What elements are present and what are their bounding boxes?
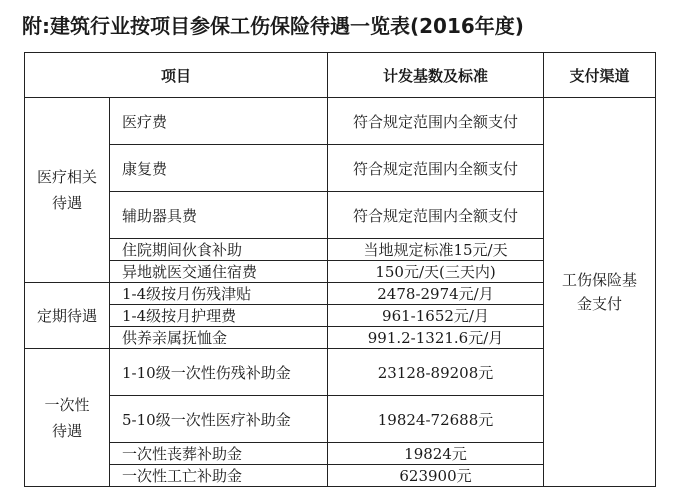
group-label: 待遇 — [51, 421, 82, 440]
row-standard: 符合规定范围内全额支付 — [328, 145, 544, 192]
row-item: 一次性工亡补助金 — [110, 465, 328, 487]
header-channel: 支付渠道 — [544, 53, 656, 98]
row-standard: 991.2-1321.6元/月 — [328, 327, 544, 349]
row-standard: 150元/天(三天内) — [328, 261, 544, 283]
header-standard: 计发基数及标准 — [328, 53, 544, 98]
row-item: 1-10级一次性伤残补助金 — [110, 349, 328, 396]
group-label: 一次性 — [44, 395, 90, 414]
group-periodic — [25, 283, 110, 349]
group-label: 待遇 — [51, 194, 82, 212]
group-label: 医疗相关 — [36, 168, 97, 186]
row-item: 1-4级按月伤残津贴 — [110, 283, 328, 305]
table-row — [25, 98, 656, 145]
row-standard: 符合规定范围内全额支付 — [328, 98, 544, 145]
row-item: 住院期间伙食补助 — [110, 239, 328, 261]
row-item: 供养亲属抚恤金 — [110, 327, 328, 349]
header-item: 项目 — [25, 53, 328, 98]
payment-channel — [544, 98, 656, 487]
row-item: 医疗费 — [110, 98, 328, 145]
row-item: 异地就医交通住宿费 — [110, 261, 328, 283]
row-item: 一次性丧葬补助金 — [110, 443, 328, 465]
row-standard: 19824元 — [328, 443, 544, 465]
row-item: 康复费 — [110, 145, 328, 192]
row-standard: 23128-89208元 — [328, 349, 544, 396]
channel-label: 金支付 — [577, 295, 623, 313]
channel-label: 工伤保险基 — [562, 271, 638, 289]
page-title: 附:建筑行业按项目参保工伤保险待遇一览表(2016年度) — [22, 14, 524, 38]
row-standard: 2478-2974元/月 — [328, 283, 544, 305]
benefits-table — [24, 52, 656, 487]
row-standard: 符合规定范围内全额支付 — [328, 192, 544, 239]
group-medical — [25, 98, 110, 283]
group-lump-sum — [25, 349, 110, 487]
row-standard: 当地规定标准15元/天 — [328, 239, 544, 261]
row-standard: 19824-72688元 — [328, 396, 544, 443]
row-item: 辅助器具费 — [110, 192, 328, 239]
row-standard: 623900元 — [328, 465, 544, 487]
row-item: 5-10级一次性医疗补助金 — [110, 396, 328, 443]
group-label: 定期待遇 — [36, 306, 97, 325]
row-standard: 961-1652元/月 — [328, 305, 544, 327]
row-item: 1-4级按月护理费 — [110, 305, 328, 327]
header-row — [25, 53, 656, 98]
